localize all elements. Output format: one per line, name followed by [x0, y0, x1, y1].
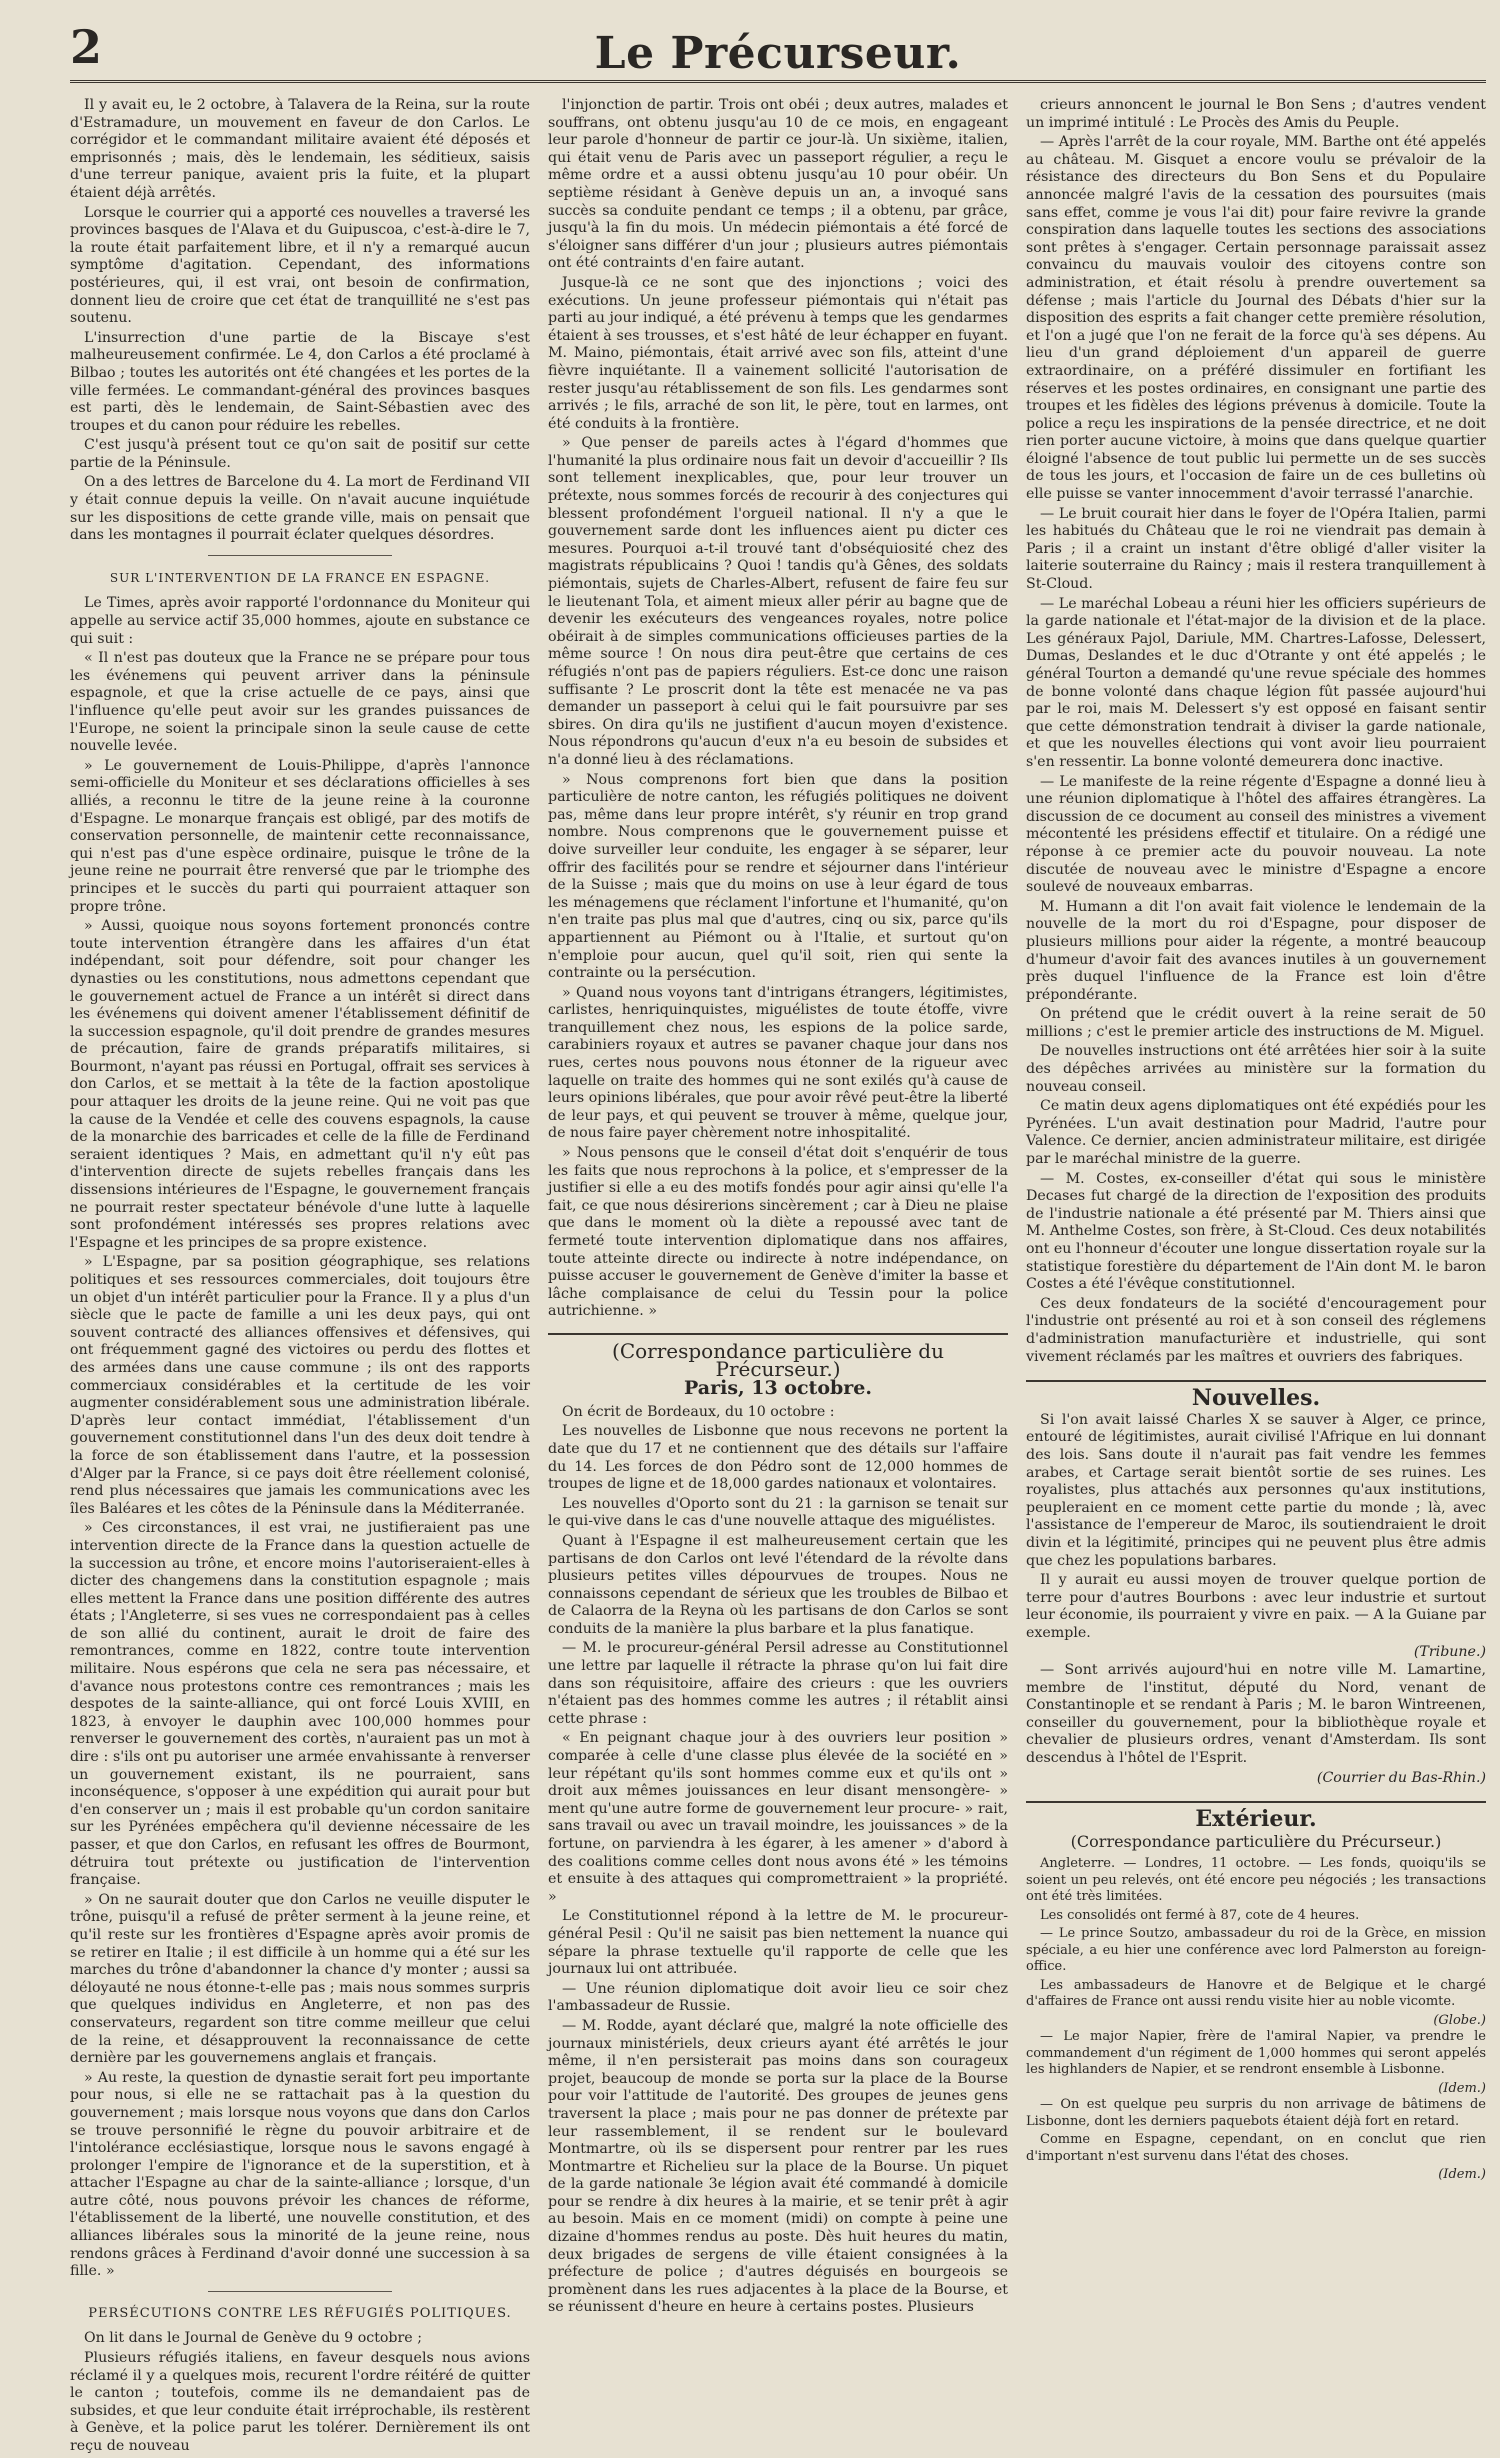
- column-2: [548, 97, 1008, 2458]
- page-number: 2: [70, 20, 103, 74]
- section-heading: SUR L'INTERVENTION DE LA FRANCE EN ESPAGNE.: [109, 570, 491, 585]
- article-columns: [70, 97, 1486, 2454]
- paragraph: » Que penser de pareils actes à l'égard d'hommes que l'humanité la plus ordinaire nous fait un devoir d'accueillir ? Ils sont tellement inexplicables, que, pour leur trouver un prétexte, nous sommes forcés de recourir à des conjectures qui blessent profondément l'orgueil national. Il n'y a que le gouvernement sarde dont les influences aient pu dicter ces mesures. Pourquoi a-t-il trouvé tant d'obséquiosité chez des magistrats républicains ? Quoi ! tandis qu'à Gênes, des soldats piémontais, sujets de Charles-Albert, refusent de faire feu sur le lieutenant Tola, et aiment mieux aller périr au bagne que de devenir les exécuteurs des vengeances royales, notre police obéirait à de simples communications officieuses parties de la même source ! On nous dira peut-être que certains de ces réfugiés n'ont pas de papiers réguliers. Est-ce donc une raison suffisante ? Le proscrit dont la tête est menacée ne va pas demander un passeport à celui qui le fait poursuivre par ses sbires. On dira qu'ils ne justifient d'aucun moyen d'existence. Nous répondrons qu'aucun d'eux n'a eu besoin de subsides et n'a donné lieu à des réclamations.: [548, 435, 1008, 768]
- paragraph: — Le prince Soutzo, ambassadeur du roi de la Grèce, en mission spéciale, a eu hier une conférence avec lord Palmerston au foreign-office.: [1026, 1926, 1486, 1975]
- paragraph: On lit dans le Journal de Genève du 9 octobre ;: [84, 2330, 422, 2347]
- column-1: [70, 97, 530, 2458]
- section-heading: PERSÉCUTIONS CONTRE LES RÉFUGIÉS POLITIQUES.: [88, 2305, 512, 2321]
- paragraph: — Le maréchal Lobeau a réuni hier les officiers supérieurs de la garde nationale et l'état-major de la division et de la place. Les généraux Pajol, Dariule, MM. Chartres-Lafosse, Delessert, Dumas, Deslandes et le duc d'Otrante y ont été appelés ; le général Tourton a demandé qu'une revue spéciale des hommes de bonne volonté dans chaque légion fût passée aujourd'hui par le roi, mais M. Delessert s'y est opposé en faisant sentir que cette démonstration tendrait à diviser la garde nationale, et que les nouvelles élections qui vont avoir lieu pourraient s'en ressentir. La bonne volonté demeurera donc inactive.: [1026, 595, 1486, 770]
- paragraph: — Après l'arrêt de la cour royale, MM. Barthe ont été appelés au château. M. Gisquet a encore voulu se prévaloir de la résistance des directeurs du Bon Sens et du Populaire annoncée malgré l'avis de la cessation des poursuites (mais sans effet, comme je vous l'ai dit) pour faire revivre la grande conspiration dans laquelle toutes les sections des associations sont prêtes à s'engager. Certain personnage paraissait assez convaincu du mauvais vouloir des citoyens contre son administration, et était résolu à prendre ouvertement sa défense ; mais l'article du Journal des Débats d'hier sur la disposition des esprits a fait changer cette première résolution, et l'on a jugé que l'on ne ferait de la force qu'à ses dépens. Au lieu d'un grand déploiement d'un appareil de guerre extraordinaire, on a préféré dissimuler en fortifiant les réserves et les postes ordinaires, en consignant une partie des troupes et les fidèles des légions prévenus à domicile. Toute la police a reçu les inspirations de la pensée directrice, et ne doit rien porter aucune victoire, à moins que dans quelque quartier éloigné l'absence de tout public lui permette un de ses succès de tous les jours, et l'occasion de faire un de ces bulletins où elle puisse se vanter innocemment d'avoir terrassé l'anarchie.: [1026, 134, 1486, 503]
- paragraph: crieurs annoncent le journal le Bon Sens ; d'autres vendent un imprimé intitulé : Le Procès des Amis du Peuple.: [1026, 97, 1486, 131]
- paragraph: Jusque-là ce ne sont que des injonctions ; voici des exécutions. Un jeune professeur piémontais qui n'était pas parti au jour indiqué, a été prévenu à temps que les gendarmes étaient à ses trousses, et s'est hâté de leur échapper en fuyant. M. Maino, piémontais, était arrivé avec son fils, atteint d'une fièvre inquiétante. Il a vainement sollicité l'autorisation de rester jusqu'au rétablissement de son fils. Les gendarmes sont arrivés ; le fils, arraché de son lit, le père, tout en larmes, ont été conduits à la frontière.: [548, 274, 1008, 432]
- paragraph: On prétend que le crédit ouvert à la reine serait de 50 millions ; c'est le premier article des instructions de M. Miguel.: [1026, 1006, 1486, 1040]
- paragraph: Les ambassadeurs de Hanovre et de Belgique et le chargé d'affaires de France ont aussi rendu visite hier au noble vicomte.: [1026, 1977, 1486, 2010]
- paragraph: M. Humann a dit l'on avait fait violence le lendemain de la nouvelle de la mort du roi d'Espagne, pour disposer de plusieurs millions pour aider la régente, a montré beaucoup d'humeur d'avoir fait des avances inutiles à un gouvernement près duquel l'influence de la France est loin d'être prépondérante.: [1026, 898, 1486, 1003]
- paragraph: Les nouvelles de Lisbonne que nous recevons ne portent la date que du 17 et ne contiennent que des détails sur l'affaire du 14. Les forces de don Pédro sont de 12,000 hommes de troupes de ligne et de 18,000 gardes nationaux et volontaires.: [548, 1423, 1008, 1493]
- paragraph: De nouvelles instructions ont été arrêtées hier soir à la suite des dépêches arrivées au ministère sur la formation du nouveau conseil.: [1026, 1043, 1486, 1095]
- paragraph: Ces deux fondateurs de la société d'encouragement pour l'industrie ont présenté au roi et à son conseil des réglemens d'administration manufacturière et industrielle, qui sont vivement réclamés par les maîtres et ouvriers des fabriques.: [1026, 1295, 1486, 1365]
- source-credit: (Idem.): [1438, 2080, 1486, 2096]
- paragraph: « En peignant chaque jour à des ouvriers leur position » comparée à celle d'une classe plus élevée de la société en » leur répétant qu'ils sont hommes comme eux et qu'ils ont » droit aux mêmes jouissances en leur disant mensongère- » ment qu'une autre forme de gouvernement leur procure- » rait, sans travail ou avec un travail moindre, les jouissances » de la fortune, on parviendra à les égarer, à les amener » d'abord à des coalitions comme celles dont nous avons été » les témoins et ensuite à des attaques qui compromettraient » la propriété. »: [548, 1730, 1008, 1905]
- column-3: [1026, 97, 1486, 2458]
- paragraph: On écrit de Bordeaux, du 10 octobre :: [562, 1403, 835, 1420]
- divider: [208, 555, 392, 556]
- paragraph: l'injonction de partir. Trois ont obéi ; deux autres, malades et souffrans, ont obtenu jusqu'au 10 de ce mois, en engageant leur parole d'honneur de partir ce jour-là. Un sixième, italien, qui était venu de Paris avec un passeport régulier, a reçu le même ordre et a aussi obtenu jusqu'au 10 pour obéir. Un septième résidant à Genève depuis un an, a invoqué sans succès sa conduite pendant ce temps ; il a obtenu, par grâce, jusqu'à la fin du mois. Un médecin piémontais a été forcé de s'éloigner sans différer d'un jour ; plusieurs autres piémontais ont été contraints d'en faire autant.: [548, 97, 1008, 272]
- paragraph: » Le gouvernement de Louis-Philippe, d'après l'annonce semi-officielle du Moniteur et ses déclarations officielles à ses alliés, a reconnu le titre de la jeune reine à la couronne d'Espagne. Le monarque français est obligé, par des motifs de conservation personnelle, de maintenir cette reconnaissance, qui n'est pas d'une espèce ordinaire, puisque le trône de la jeune reine ne pourrait être renversé que par le triomphe des principes et le succès du parti qui pourraient attaquer son propre trône.: [70, 757, 530, 915]
- paragraph: Ce matin deux agens diplomatiques ont été expédiés pour les Pyrénées. L'un avait destination pour Madrid, l'autre pour Valence. Ce dernier, ancien administrateur militaire, est dirigée par le maréchal ministre de la guerre.: [1026, 1098, 1486, 1168]
- paragraph: — M. le procureur-général Persil adresse au Constitutionnel une lettre par laquelle il rétracte la phrase qu'on lui fait dire dans son réquisitoire, affaire des crieurs : que les ouvriers n'étaient pas des hommes comme les autres ; il rétablit ainsi cette phrase :: [548, 1640, 1008, 1727]
- dateline: Paris, 13 octobre.: [684, 1377, 872, 1400]
- paragraph: — Le manifeste de la reine régente d'Espagne a donné lieu à une réunion diplomatique à l'hôtel des affaires étrangères. La discussion de ce document au conseil des ministres a vivement mécontenté les présidens effectif et titulaire. On a rédigé une réponse à ce premier acte du pouvoir nouveau. La note discutée de nouveau avec le ministre d'Espagne a encore soulevé de nouveaux embarras.: [1026, 773, 1486, 896]
- paragraph: Il y aurait eu aussi moyen de trouver quelque portion de terre pour d'autres Bourbons : avec leur industrie et surtout leur économie, ils pourraient y vivre en paix. — A la Guiane par exemple.: [1026, 1572, 1486, 1641]
- correspondence-heading: (Correspondance particulière du Précurseur.): [1070, 1831, 1442, 1851]
- paragraph: Les nouvelles d'Oporto sont du 21 : la garnison se tenait sur le qui-vive dans le cas d'une nouvelle attaque des miguélistes.: [548, 1495, 1008, 1530]
- paragraph: — M. Rodde, ayant déclaré que, malgré la note officielle des journaux ministériels, deux crieurs ayant été arrêtés le jour même, il n'en persisterait pas moins dans son courageux projet, beaucoup de monde se porta sur la place de la Bourse pour voir l'attitude de l'autorité. Des groupes de jeunes gens traversent la place ; mais pour ne pas donner de prétexte par leur rassemblement, il se rendent sur le boulevard Montmartre, où ils se dispersent pour rentrer par les rues Montmartre et Richelieu sur la place de la Bourse. Un piquet de la garde nationale 3e légion avait été commandé à domicile pour se rendre à dix heures à la mairie, et se tenir prêt à agir au besoin. Mais en ce moment (midi) on compte à peine une dizaine d'hommes rendus au poste. Dès huit heures du matin, deux brigades de sergens de ville étaient consignées à la préfecture de police ; d'autres déguisés en bourgeois se promènent dans les rues adjacentes à la place de la Bourse, et se réunissent d'heure en heure à certains postes. Plusieurs: [548, 2017, 1008, 2316]
- paragraph: » Nous comprenons fort bien que dans la position particulière de notre canton, les réfugiés politiques ne doivent pas, même dans leur propre intérêt, s'y réunir en trop grand nombre. Nous comprenons que le gouvernement puisse et doive surveiller leur conduite, les engager à se séparer, leur offrir des facilités pour se rendre et séjourner dans l'intérieur de la Suisse ; mais que du moins on use à leur égard de tous les ménagemens que réclament l'infortune et l'humanité, qu'on n'en traite pas plus mal que d'autres, cinq ou six, parce qu'ils appartiennent au Piémont ou à l'Italie, et surtout qu'on n'emploie pour aucun, quel qu'il soit, rien qui sente la contrainte ou la persécution.: [548, 771, 1008, 982]
- paragraph: Quant à l'Espagne il est malheureusement certain que les partisans de don Carlos ont levé l'étendard de la révolte dans plusieurs petites villes dépourvues de troupes. Nous ne connaissons cependant de sérieux que les troubles de Bilbao et de Calaorra de la Reyna où les partisans de don Carlos se sont conduits de la manière la plus barbare et la plus fanatique.: [548, 1532, 1008, 1637]
- paragraph: — Le major Napier, frère de l'amiral Napier, va prendre le commandement d'un régiment de 1,000 hommes qui seront appelés les highlanders de Napier, et se rendront ensemble à Lisbonne.: [1026, 2029, 1486, 2078]
- paragraph: » Ces circonstances, il est vrai, ne justifieraient pas une intervention directe de la France dans la question actuelle de la succession au trône, et encore moins l'autoriseraient-elles à dicter des changemens dans la constitution espagnole ; mais elles mettent la France dans une position différente des autres états ; l'Angleterre, si ses vues ne correspondaient pas à celles de son allié du continent, aurait le droit de faire des remontrances, comme en 1822, contre toute intervention militaire. Nous espérons que cela ne sera pas nécessaire, et d'avance nous protestons contre ces remontrances ; mais les despotes de la sainte-alliance, qui ont forcé Louis XVIII, en 1823, à envoyer le dauphin avec 100,000 hommes pour renverser le gouvernement des cortès, n'auraient pas un mot à dire : s'ils ont pu autoriser une armée envahissante à renverser un gouvernement existant, ils ne pourraient, sans inconséquence, s'opposer à une expédition qui aurait pour but d'en conserver un ; mais il est probable qu'un cordon sanitaire sur les Pyrénées empêchera qu'il devienne nécessaire de les passer, et que don Carlos, en refusant les offres de Bourmont, détruira tout prétexte ou justification de l'intervention française.: [70, 1520, 530, 1889]
- paragraph: » Nous pensons que le conseil d'état doit s'enquérir de tous les faits que nous reprochons à la police, et s'empresser de la justifier si elle a eu des motifs fondés pour agir ainsi qu'elle l'a fait, ce que nous désirerions sincèrement ; car à Dieu ne plaise que dans le moment où la diète a repoussé avec tant de fermeté toute intervention diplomatique dans nos affaires, toute atteinte directe ou indirecte à notre indépendance, on puisse accuser le gouvernement de Genève d'imiter la basse et lâche complaisance de celui du Tessin pour la police autrichienne. »: [548, 1145, 1008, 1320]
- paragraph: Plusieurs réfugiés italiens, en faveur desquels nous avions réclamé il y a quelques mois, recurent l'ordre réitéré de quitter le canton ; toutefois, comme ils ne demandaient pas de subsides, et que leur conduite était irréprochable, ils restèrent à Genève, et la police parut les tolérer. Dernièrement ils ont reçu de nouveau: [70, 2349, 530, 2454]
- paragraph: Les consolidés ont fermé à 87, cote de 4 heures.: [1040, 1907, 1360, 1923]
- source-credit: (Idem.): [1438, 2167, 1486, 2183]
- paragraph: C'est jusqu'à présent tout ce qu'on sait de positif sur cette partie de la Péninsule.: [70, 437, 530, 471]
- paragraph: Angleterre. — Londres, 11 octobre. — Les fonds, quoiqu'ils se soient un peu relevés, ont été encore peu négociés ; les transactions ont été très limitées.: [1026, 1856, 1486, 1905]
- paragraph: « Il n'est pas douteux que la France ne se prépare pour tous les événemens qui peuvent arriver dans la péninsule espagnole, et que la crise actuelle de ce pays, ainsi que l'influence qu'elle peut avoir sur les grandes puissances de l'Europe, ne soient la principale sinon la seule cause de cette nouvelle levée.: [70, 650, 530, 755]
- paragraph: Le Times, après avoir rapporté l'ordonnance du Moniteur qui appelle au service actif 35,000 hommes, ajoute en substance ce qui suit :: [70, 595, 530, 647]
- paragraph: — Le bruit courait hier dans le foyer de l'Opéra Italien, parmi les habitués du Château que le roi ne viendrait pas demain à Paris ; il a craint un instant d'être obligé d'aller visiter la laiterie souterraine du Raincy ; mais il restera tranquillement à St-Cloud.: [1026, 505, 1486, 593]
- paragraph: » Au reste, la question de dynastie serait fort peu importante pour nous, si elle ne se rattachait pas à la question du gouvernement ; mais lorsque nous voyons que dans don Carlos se trouve personnifié le règne du pouvoir arbitraire et de l'intolérance ecclésiastique, lorsque nous le savons engagé à prolonger l'empire de l'ignorance et de la superstition, et à attacher l'Espagne au char de la sainte-alliance ; lorsque, d'un autre côté, nous pouvons prévoir les chances de réforme, l'établissement de la liberté, une nouvelle constitution, et des alliances libérales sous la minorité de la jeune reine, nous rendons grâces à Ferdinand d'avoir donné une succession à sa fille. »: [70, 2069, 530, 2280]
- paragraph: — Une réunion diplomatique doit avoir lieu ce soir chez l'ambassadeur de Russie.: [548, 1980, 1008, 2015]
- paragraph: On a des lettres de Barcelone du 4. La mort de Ferdinand VII y était connue depuis la veille. On n'avait aucune inquiétude sur les dispositions de cette grande ville, mais on pensait que dans les montagnes il pourrait éclater quelques désordres.: [70, 474, 530, 544]
- paragraph: Lorsque le courrier qui a apporté ces nouvelles a traversé les provinces basques de l'Alava et du Guipuscoa, c'est-à-dire le 7, la route était parfaitement libre, et il n'y a remarqué aucun symptôme d'agitation. Cependant, des informations postérieures, qui, il est vrai, ont besoin de confirmation, donnent lieu de croire que cet état de tranquillité ne s'est pas soutenu.: [70, 204, 530, 327]
- paragraph: Le Constitutionnel répond à la lettre de M. le procureur-général Pesil : Qu'il ne saisit pas bien nettement la nuance qui sépare la phrase textuelle qu'il rapporte de celle que les journaux lui ont attribuée.: [548, 1908, 1008, 1978]
- masthead: [70, 18, 1486, 83]
- paragraph: — M. Costes, ex-conseiller d'état qui sous le ministère Decases fut chargé de la direction de l'exposition des produits de l'industrie nationale a été présenté par M. Thiers ainsi que M. Anthelme Costes, son frère, à St-Cloud. Ces deux notabilités ont eu l'honneur d'écouter une longue dissertation royale sur la statistique forestière du département de l'Ain dont M. le baron Costes a été l'évêque constitutionnel.: [1026, 1170, 1486, 1293]
- paragraph: — On est quelque peu surpris du non arrivage de bâtimens de Lisbonne, dont les derniers paquebots étaient déjà fort en retard.: [1026, 2097, 1486, 2129]
- paragraph: » Quand nous voyons tant d'intrigans étrangers, légitimistes, carlistes, henriquinquistes, miguélistes de toute étoffe, vivre tranquillement chez nous, les espions de la police sarde, carabiniers royaux et autres se pavaner chaque jour dans nos rues, certes nous pouvons nous étonner de la rigueur avec laquelle on traite des hommes qui ne sont exilés qu'à cause de leurs opinions libérales, que pour avoir rêvé peut-être la liberté de leur pays, et qui peuvent se trouver à même, quelque jour, de nous faire payer chèrement notre inhospitalité.: [548, 984, 1008, 1142]
- paragraph: » On ne saurait douter que don Carlos ne veuille disputer le trône, puisqu'il a refusé de prêter serment à la jeune reine, et qu'il reste sur les frontières d'Espagne après avoir promis de se retirer en Italie ; il est difficile à un homme qui a été sur les marches du trône d'abandonner la chance d'y monter ; aussi sa déloyauté ne nous étonne-t-elle pas ; mais nous sommes surpris que quelques individus en Angleterre, et non pas des conservateurs, regardent son titre comme meilleur que celui de la reine, et désapprouvent la reconnaissance de cette dernière par les gouvernemens anglais et français.: [70, 1891, 530, 2067]
- section-heading-nouvelles: Nouvelles.: [1026, 1380, 1486, 1408]
- correspondence-heading: (Correspondance particulière du Précurseur.): [548, 1333, 1008, 1378]
- divider: [208, 2291, 392, 2292]
- paragraph: Il y avait eu, le 2 octobre, à Talavera de la Reina, sur la route d'Estramadure, un mouvement en faveur de don Carlos. Le corrégidor et le commandant militaire avaient été déposés et emprisonnés ; mais, dès le lendemain, les séditieux, saisis d'une terreur panique, avaient pris la fuite, et la plupart étaient déjà arrêtés.: [70, 97, 530, 201]
- section-heading-exterieur: Extérieur.: [1026, 1801, 1486, 1829]
- paragraph: Si l'on avait laissé Charles X se sauver à Alger, ce prince, entouré de légitimistes, aurait civilisé l'Afrique en lui donnant des lois. Sans doute il n'aurait pas fait vendre les femmes arabes, et Cartage serait bientôt sortie de ses ruines. Les royalistes, plus attachés aux personnes qu'aux institutions, peupleraient en ce moment cette partie du monde ; là, avec l'assistance de l'empereur de Maroc, ils soutiendraient le droit divin et la légitimité, principes qui ne peuvent plus être admis que chez les populations barbares.: [1026, 1411, 1486, 1569]
- paragraph: » L'Espagne, par sa position géographique, ses relations politiques et ses ressources commerciales, doit toujours être un objet d'un intérêt particulier pour la France. Il y a plus d'un siècle que le pacte de famille a uni les deux pays, qui ont souvent contracté des alliances offensives et défensives, qui ont fréquemment gagné des victoires ou perdu des flottes et des armées dans une cause commune ; ils ont des rapports commerciaux considérables et la certitude de les voir augmenter considérablement sous une administration libérale. D'après leur contact immédiat, l'établissement d'un gouvernement constitutionnel dans l'un des deux doit tendre à la force de son établissement dans l'autre, et la possession d'Alger par la France, si ce pays doit être réellement colonisé, rend plus nécessaires que jamais les communications avec les îles Baléares et les côtes de la Péninsule dans la Méditerranée.: [70, 1254, 530, 1517]
- paragraph: Comme en Espagne, cependant, on en conclut que rien d'important n'est survenu dans l'état des choses.: [1026, 2132, 1486, 2164]
- paragraph: » Aussi, quoique nous soyons fortement prononcés contre toute intervention étrangère dans les affaires d'un état indépendant, soit pour défendre, soit pour changer les dynasties ou les constitutions, nous admettons cependant que le gouvernement actuel de France a un intérêt si direct dans les événemens qui doivent amener l'établissement définitif de la succession espagnole, qu'il doit prendre de grandes mesures de précaution, faire de grands préparatifs militaires, si Bourmont, n'ayant pas réussi en Portugal, offrait ses services à don Carlos, et se mettait à la tête de la faction apostolique pour attaquer les droits de la jeune reine. Qui ne voit pas que la cause de la Vendée et celle des couvens espagnols, la cause de la monarchie des barricades et celle de la fille de Ferdinand seraient identiques ? Mais, en admettant qu'il n'y eût pas d'intervention directe de sujets rebelles français dans les dissensions intérieures de l'Espagne, le gouvernement français ne pourrait rester spectateur bénévole d'une lutte à laquelle sont profondément intéressés ses propres relations avec l'Espagne et les principes de sa propre existence.: [70, 918, 530, 1251]
- source-credit: (Courrier du Bas-Rhin.): [1316, 1769, 1486, 1786]
- newspaper-title: Le Précurseur.: [594, 28, 962, 79]
- source-credit: (Globe.): [1433, 2012, 1486, 2028]
- source-credit: (Tribune.): [1413, 1644, 1486, 1661]
- paragraph: — Sont arrivés aujourd'hui en notre ville M. Lamartine, membre de l'institut, député du Nord, venant de Constantinople et se rendant à Paris ; M. le baron Wintreenen, conseiller du gouvernement, pour la bibliothèque royale et chevalier de plusieurs ordres, venant d'Amsterdam. Ils sont descendus à l'hôtel de l'Esprit.: [1026, 1662, 1486, 1767]
- paragraph: L'insurrection d'une partie de la Biscaye s'est malheureusement confirmée. Le 4, don Carlos a été proclamé à Bilbao ; toutes les autorités ont été changées et les portes de la ville fermées. Le commandant-général des provinces basques est parti, dès le lendemain, de Saint-Sébastien avec des troupes et du canon pour réduire les rebelles.: [70, 329, 530, 434]
